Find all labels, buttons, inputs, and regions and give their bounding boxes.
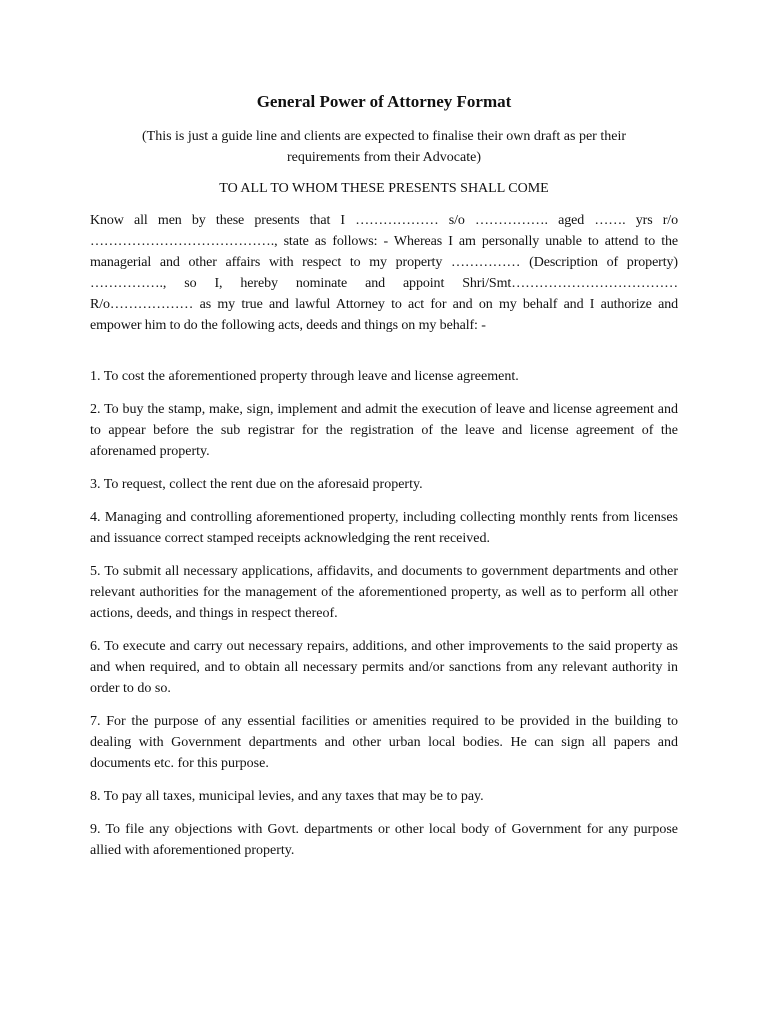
- powers-list: [90, 366, 678, 861]
- intro-paragraph: Know all men by these presents that I ……………… s/o ……………. aged ……. yrs r/o …………………………………., state as follows: - Whereas I am personally unable to attend to the managerial and other affairs with respect to my property …………… (Description of property) ……………., so I, hereby nominate and appoint Shri/Smt……………………………… R/o……………… as my true and lawful Attorney to act for and on my behalf and I authorize and empower him to do the following acts, deeds and things on my behalf: -: [90, 213, 678, 333]
- list-item: 2. To buy the stamp, make, sign, implement and admit the execution of leave and license agreement and to appear before the sub registrar for the registration of the leave and license agreement of the aforenamed property.: [90, 402, 678, 459]
- document-subtitle: (This is just a guide line and clients are expected to finalise their own draft as per their requirements from their Advocate): [141, 129, 626, 165]
- document-title: General Power of Attorney Format: [256, 92, 512, 111]
- salutation-heading: TO ALL TO WHOM THESE PRESENTS SHALL COME: [219, 181, 549, 196]
- list-item: 3. To request, collect the rent due on the aforesaid property.: [90, 477, 423, 492]
- list-item: 8. To pay all taxes, municipal levies, and any taxes that may be to pay.: [90, 789, 484, 804]
- section-spacer: [90, 336, 678, 366]
- list-item: 6. To execute and carry out necessary repairs, additions, and other improvements to the said property as and when required, and to obtain all necessary permits and/or sanctions from any relevant authority in order to do so.: [90, 639, 678, 696]
- list-item: 7. For the purpose of any essential facilities or amenities required to be provided in the building to dealing with Government departments and other urban local bodies. He can sign all papers and documents etc. for this purpose.: [90, 714, 678, 771]
- list-item: 9. To file any objections with Govt. departments or other local body of Government for any purpose allied with aforementioned property.: [90, 822, 678, 858]
- list-item: 5. To submit all necessary applications, affidavits, and documents to government departments and other relevant authorities for the management of the aforementioned property, as well as to perform all other actions, deeds, and things in respect thereof.: [90, 564, 678, 621]
- list-item: 1. To cost the aforementioned property through leave and license agreement.: [90, 369, 519, 384]
- list-item: 4. Managing and controlling aforementioned property, including collecting monthly rents from licenses and issuance correct stamped receipts acknowledging the rent received.: [90, 510, 678, 546]
